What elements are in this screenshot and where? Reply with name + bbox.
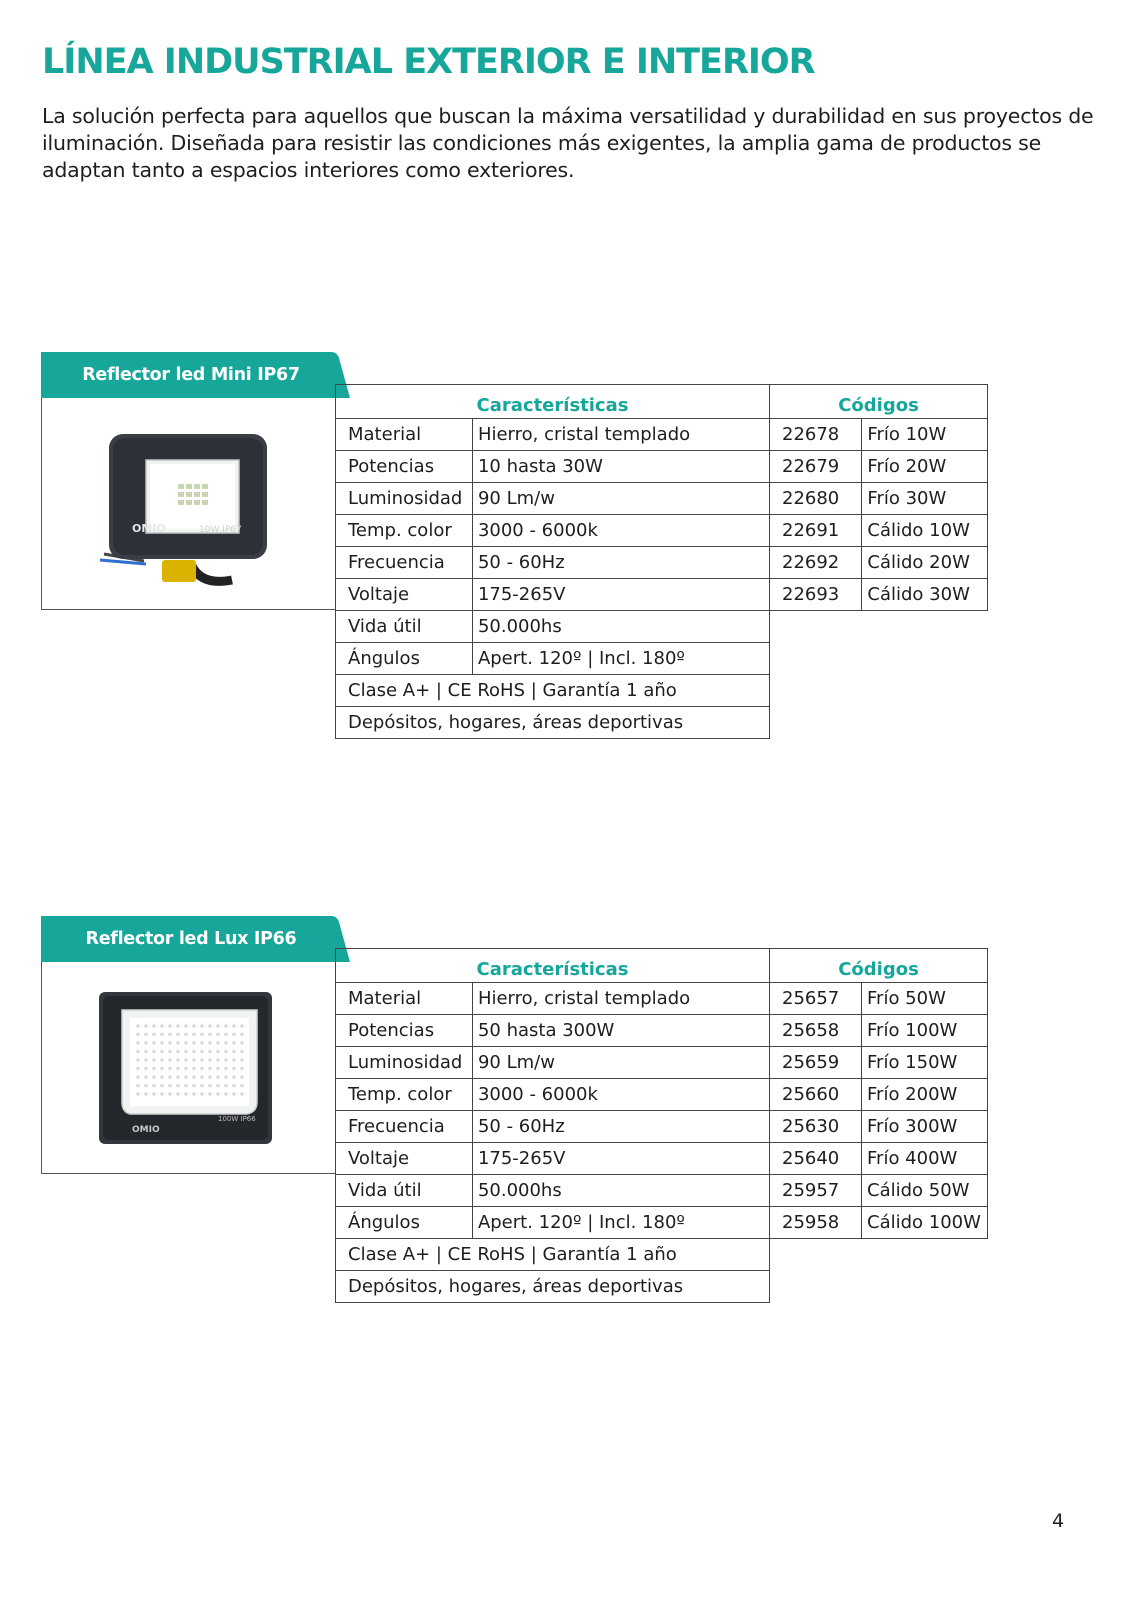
- spec-label: Ángulos: [336, 1207, 473, 1239]
- code-description: Frío 300W: [862, 1111, 988, 1143]
- intro-paragraph: La solución perfecta para aquellos que buscan la máxima versatilidad y durabilidad en sus proyectos de iluminación. Diseñada para resistir las condiciones más exigentes, la amplia gama de productos se adaptan tanto a espacios interiores como exteriores.: [42, 104, 1094, 182]
- code-description: Frío 100W: [862, 1015, 988, 1047]
- note-row: [336, 675, 770, 707]
- spec-label: Frecuencia: [336, 547, 473, 579]
- spec-row: [336, 1015, 770, 1047]
- page-number: 4: [1052, 1510, 1065, 1532]
- spec-value: 50 hasta 300W: [472, 1015, 769, 1047]
- code-row: [770, 1175, 988, 1207]
- spec-row: [336, 611, 770, 643]
- spec-row: [336, 547, 770, 579]
- code-description: Frío 50W: [862, 983, 988, 1015]
- code-row: [770, 483, 988, 515]
- code-row: [770, 579, 988, 611]
- spec-label: Voltaje: [336, 579, 473, 611]
- code-row: [770, 983, 988, 1015]
- spec-label: Ángulos: [336, 643, 473, 675]
- specs-header-row: [336, 949, 770, 983]
- codes-header-row: [770, 949, 988, 983]
- spec-value: 50 - 60Hz: [472, 547, 769, 579]
- code-row: [770, 419, 988, 451]
- code-row: [770, 1143, 988, 1175]
- spec-value: 3000 - 6000k: [472, 515, 769, 547]
- image-brand: OMIO: [132, 1125, 160, 1135]
- spec-value: 10 hasta 30W: [472, 451, 769, 483]
- code-row: [770, 1111, 988, 1143]
- spec-label: Temp. color: [336, 515, 473, 547]
- spec-label: Vida útil: [336, 1175, 473, 1207]
- specs-header-row: [336, 385, 770, 419]
- spec-row: [336, 1079, 770, 1111]
- spec-label: Vida útil: [336, 611, 473, 643]
- code-row: [770, 1079, 988, 1111]
- product-code: 25659: [770, 1047, 862, 1079]
- code-description: Cálido 50W: [862, 1175, 988, 1207]
- code-description: Frío 20W: [862, 451, 988, 483]
- product-image-frame: [41, 398, 335, 610]
- spec-value: 50.000hs: [472, 611, 769, 643]
- spec-label: Potencias: [336, 451, 473, 483]
- page-title: LÍNEA INDUSTRIAL EXTERIOR E INTERIOR: [42, 42, 815, 82]
- spec-label: Temp. color: [336, 1079, 473, 1111]
- spec-row: [336, 1207, 770, 1239]
- codes-header: Códigos: [770, 385, 988, 419]
- spec-row: [336, 515, 770, 547]
- applications-note: Depósitos, hogares, áreas deportivas: [336, 707, 770, 739]
- image-marking: 100W IP66: [218, 1115, 256, 1123]
- codes-table: [769, 384, 988, 611]
- codes-table: [769, 948, 988, 1239]
- product-section-lux-ip66: [0, 916, 1131, 1316]
- product-tab: [41, 916, 351, 962]
- spec-label: Voltaje: [336, 1143, 473, 1175]
- code-row: [770, 547, 988, 579]
- product-code: 25630: [770, 1111, 862, 1143]
- spec-row: [336, 1175, 770, 1207]
- code-row: [770, 1207, 988, 1239]
- product-image-frame: [41, 962, 335, 1174]
- product-code: 25640: [770, 1143, 862, 1175]
- code-description: Frío 10W: [862, 419, 988, 451]
- product-name: Reflector led Mini IP67: [82, 365, 300, 385]
- image-marking: 10W IP67: [199, 525, 242, 535]
- spec-row: [336, 483, 770, 515]
- product-code: 22691: [770, 515, 862, 547]
- floodlight-lux-image: [42, 962, 336, 1174]
- spec-row: [336, 643, 770, 675]
- specs-header: Características: [336, 949, 770, 983]
- spec-value: Apert. 120º | Incl. 180º: [472, 1207, 769, 1239]
- spec-row: [336, 1143, 770, 1175]
- spec-row: [336, 1047, 770, 1079]
- product-code: 25957: [770, 1175, 862, 1207]
- spec-value: Hierro, cristal templado: [472, 983, 769, 1015]
- code-description: Cálido 100W: [862, 1207, 988, 1239]
- specs-table: [335, 384, 770, 739]
- note-row: [336, 707, 770, 739]
- code-row: [770, 1015, 988, 1047]
- product-code: 22693: [770, 579, 862, 611]
- product-code: 25958: [770, 1207, 862, 1239]
- codes-header-row: [770, 385, 988, 419]
- spec-label: Luminosidad: [336, 483, 473, 515]
- note-row: [336, 1271, 770, 1303]
- code-description: Frío 150W: [862, 1047, 988, 1079]
- spec-row: [336, 419, 770, 451]
- spec-row: [336, 451, 770, 483]
- product-code: 25657: [770, 983, 862, 1015]
- code-description: Cálido 20W: [862, 547, 988, 579]
- product-section-mini-ip67: [0, 352, 1131, 752]
- spec-row: [336, 983, 770, 1015]
- spec-label: Material: [336, 419, 473, 451]
- product-code: 22679: [770, 451, 862, 483]
- code-description: Frío 400W: [862, 1143, 988, 1175]
- spec-value: 90 Lm/w: [472, 1047, 769, 1079]
- product-code: 22678: [770, 419, 862, 451]
- codes-header: Códigos: [770, 949, 988, 983]
- product-code: 25658: [770, 1015, 862, 1047]
- spec-value: 3000 - 6000k: [472, 1079, 769, 1111]
- spec-value: 175-265V: [472, 579, 769, 611]
- spec-row: [336, 1111, 770, 1143]
- spec-label: Luminosidad: [336, 1047, 473, 1079]
- applications-note: Depósitos, hogares, áreas deportivas: [336, 1271, 770, 1303]
- code-row: [770, 1047, 988, 1079]
- product-name: Reflector led Lux IP66: [85, 929, 297, 949]
- product-code: 25660: [770, 1079, 862, 1111]
- code-row: [770, 451, 988, 483]
- certification-note: Clase A+ | CE RoHS | Garantía 1 año: [336, 1239, 770, 1271]
- spec-value: 50.000hs: [472, 1175, 769, 1207]
- spec-label: Frecuencia: [336, 1111, 473, 1143]
- specs-table: [335, 948, 770, 1303]
- code-row: [770, 515, 988, 547]
- product-tab: [41, 352, 351, 398]
- spec-value: 90 Lm/w: [472, 483, 769, 515]
- image-brand: OMIO: [132, 522, 166, 535]
- spec-value: Apert. 120º | Incl. 180º: [472, 643, 769, 675]
- floodlight-mini-image: [42, 398, 336, 610]
- spec-label: Potencias: [336, 1015, 473, 1047]
- spec-value: Hierro, cristal templado: [472, 419, 769, 451]
- product-code: 22680: [770, 483, 862, 515]
- spec-row: [336, 579, 770, 611]
- spec-value: 175-265V: [472, 1143, 769, 1175]
- certification-note: Clase A+ | CE RoHS | Garantía 1 año: [336, 675, 770, 707]
- code-description: Frío 200W: [862, 1079, 988, 1111]
- spec-value: 50 - 60Hz: [472, 1111, 769, 1143]
- note-row: [336, 1239, 770, 1271]
- code-description: Cálido 30W: [862, 579, 988, 611]
- code-description: Frío 30W: [862, 483, 988, 515]
- product-code: 22692: [770, 547, 862, 579]
- specs-header: Características: [336, 385, 770, 419]
- spec-label: Material: [336, 983, 473, 1015]
- code-description: Cálido 10W: [862, 515, 988, 547]
